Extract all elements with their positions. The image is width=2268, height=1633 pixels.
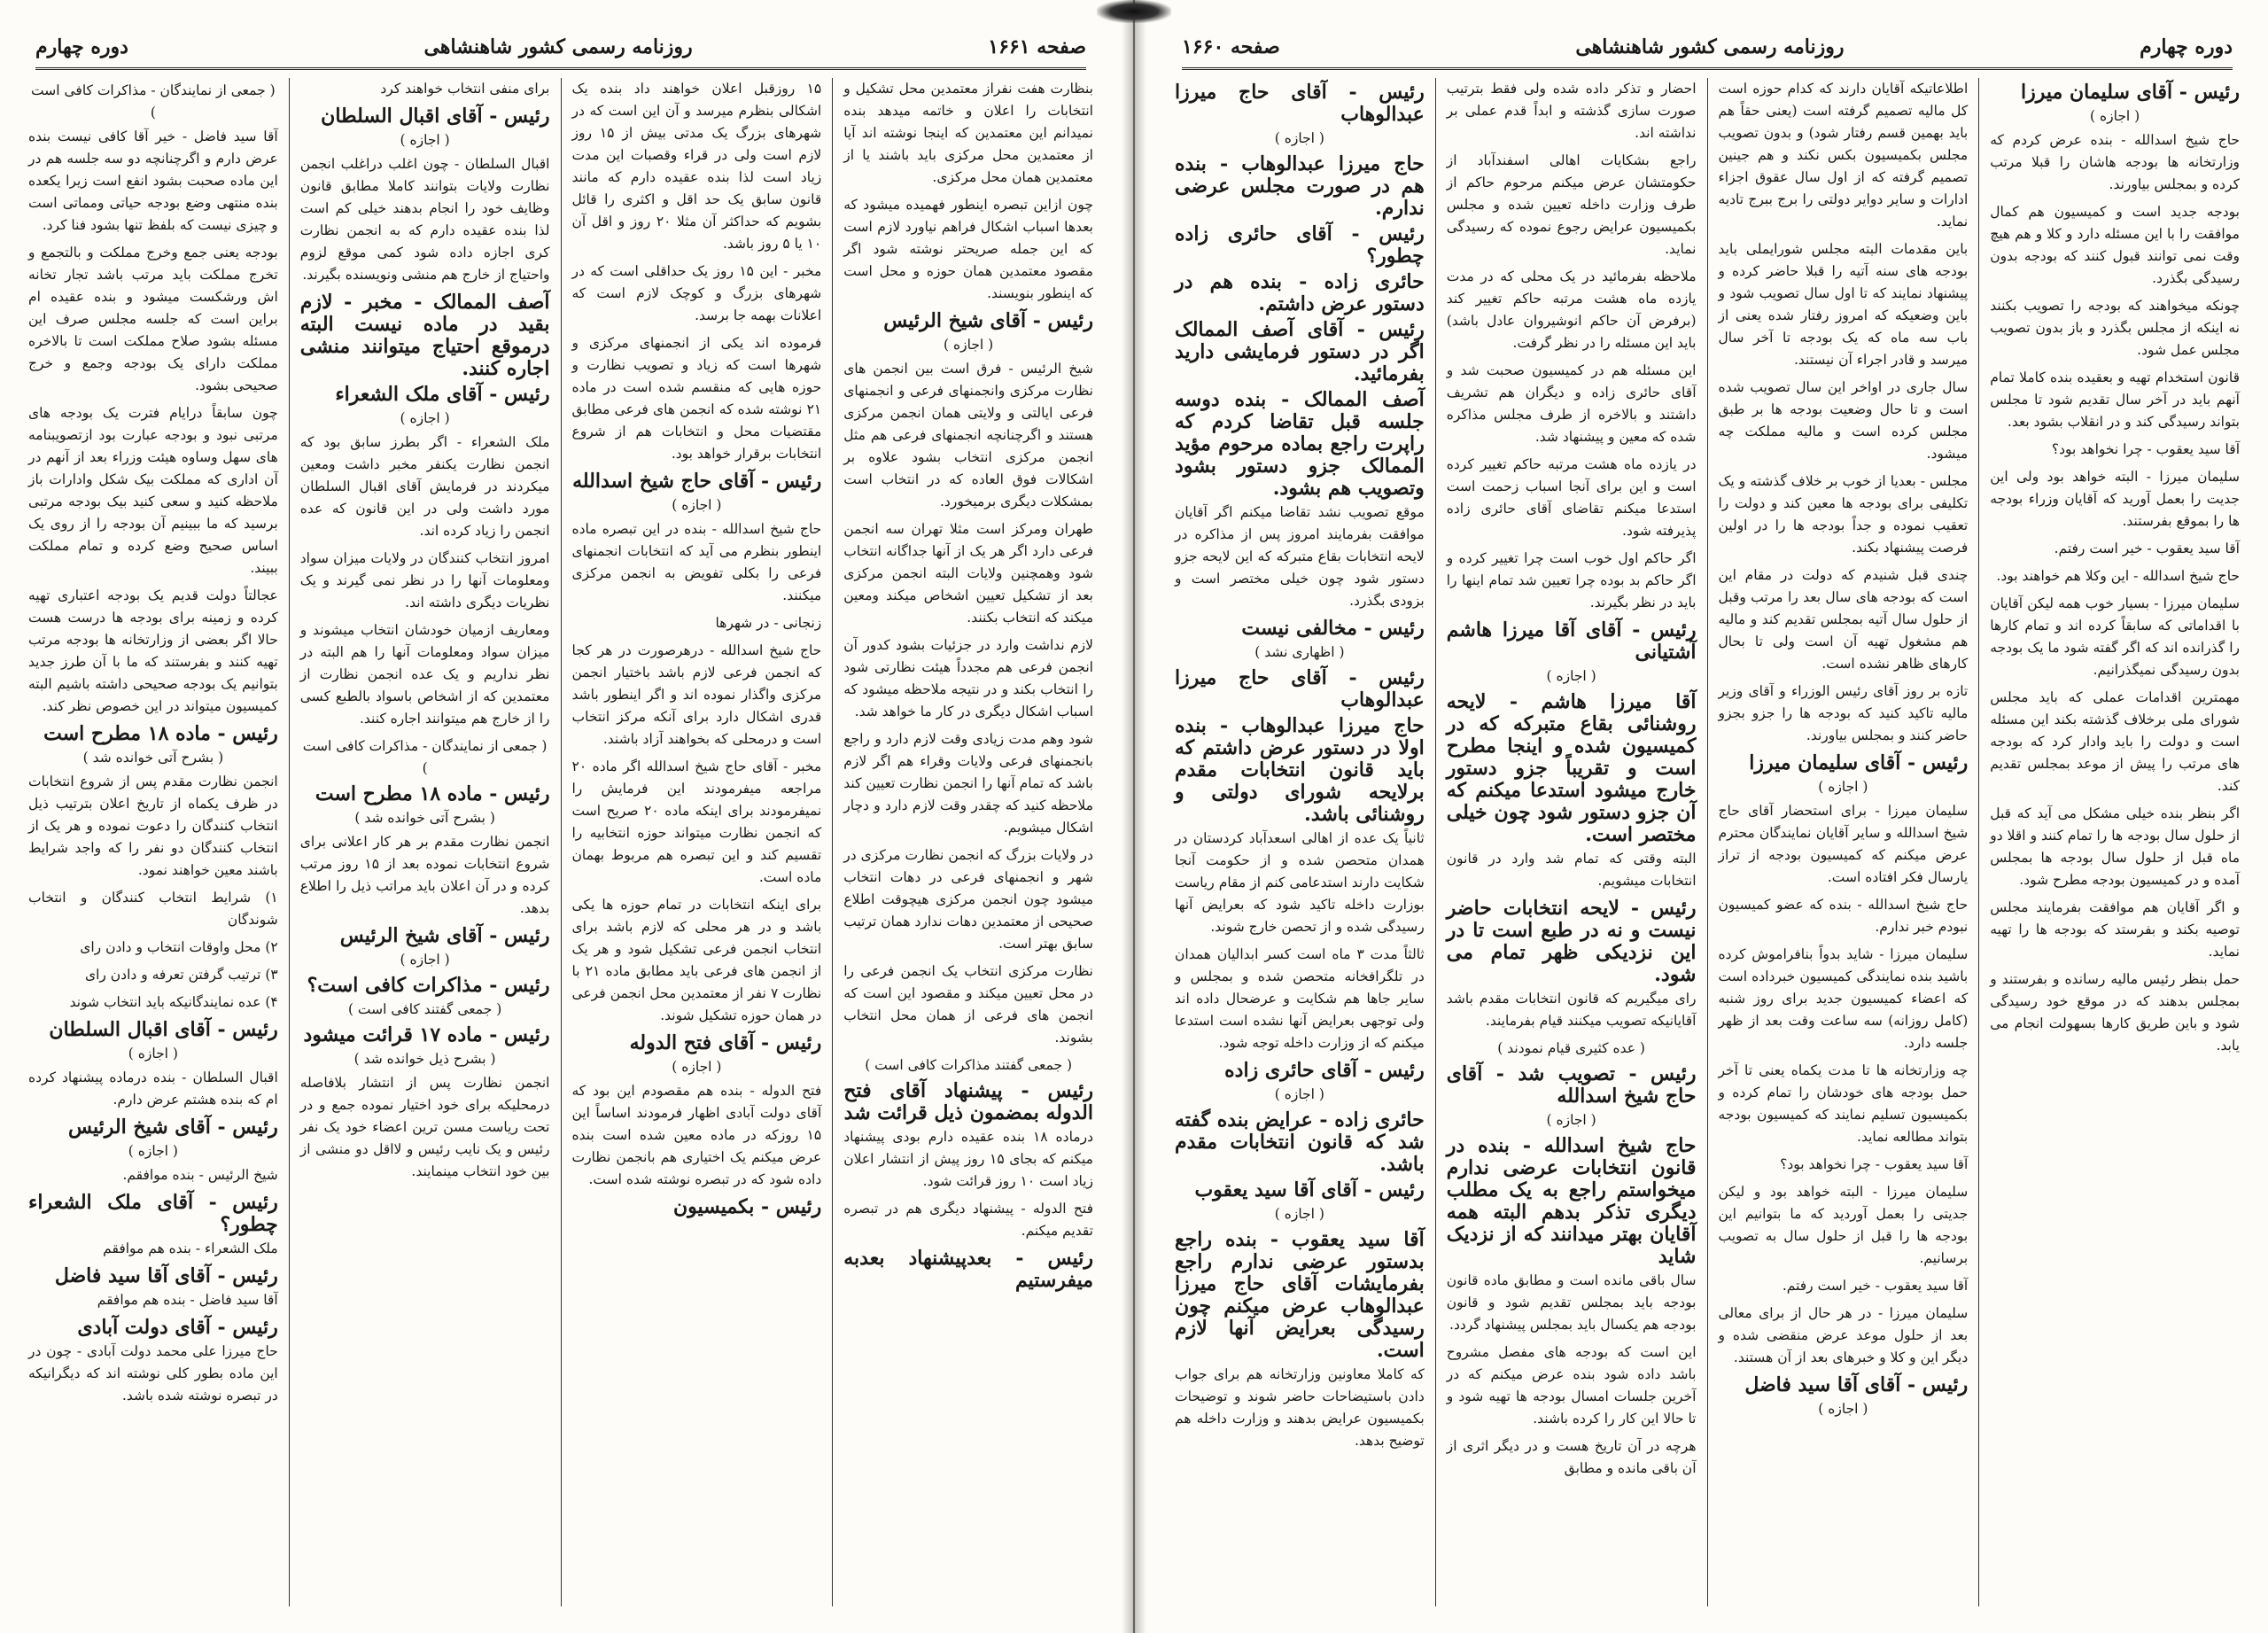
paragraph: فرموده اند یکی از انجمنهای مرکزی و شهرها است که زیاد و تصویب نظارت و حوزه هایی که منقسم شده است در ماده ۲۱ نوشته شده که انجمن های فرعی مطابق مقتضیات محل و انتخابات هم از شروع انتخابات برقرار خواهد بود. xyxy=(571,335,822,462)
speaker-heading: آصف الممالک - مخبر - لازم بقید در ماده نیست البته درموقع احتیاج میتوانند منشی اجاره کنند. xyxy=(299,291,550,380)
paragraph: حاج شیخ اسدالله - درهرصورت در هر کجا که انجمن فرعی لازم باشد باختیار انجمن مرکزی واگذار نموده اند و اگر اینطور باشد قدری اشکال دارد برای آنکه مرکز انتخاب است و درمحلی که بخواهند آزاد باشند. xyxy=(571,642,822,747)
speaker-heading: رئیس - آقای فتح الدوله xyxy=(629,1031,822,1054)
paragraph: که کاملا معاونین وزارتخانه هم برای جواب دادن باستیضاحات حاضر شوند و توضیحات بکمیسیون عرایض بدهند و وزارت داخله هم توضیح بدهد. xyxy=(1175,1366,1425,1449)
speaker-heading: آقا سید یعقوب - بنده راجع بدستور عرضی ندارم راجع بفرمایشات آقای حاج میرزا عبدالوهاب عرض میکنم چون رسیدگی بعرایض آنها لازم است. xyxy=(1175,1228,1425,1362)
speaker-heading: رئیس - آقای آقا سید فاضل xyxy=(54,1264,278,1287)
text-column xyxy=(1436,78,1708,1606)
paragraph: این مسئله هم در کمیسیون صحبت شد و آقای حائری زاده و دیگران هم تشریف داشتند و بالاخره از طرف مجلس مذاکره شده که معین و پیشنهاد شد. xyxy=(1446,362,1697,445)
paragraph: اگر حاکم اول خوب است چرا تغییر کرده و اگر حاکم بد بوده چرا تعیین شد تمام اینها را باید در نظر بگیرند. xyxy=(1446,550,1697,610)
paragraph: اقبال السلطان - چون اغلب دراغلب انجمن نظارت ولایات بتوانند کاملا مطابق قانون وظایف خود را انجام بدهند خیلی کم است لذا بنده عقیده دارم که به انجمن نظارت کری اجازه داده شود کمی موقع لزوم واحتیاج از خارج هم منشی ونویسنده بگیرند. xyxy=(299,156,550,283)
paragraph: سلیمان میرزا - در هر حال از برای معالی بعد از حلول موعد عرض منقضی شده و دیگر این و کلا و خبرهای بعد از آن هستند. xyxy=(1718,1305,1969,1365)
paragraph: حمل بنظر رئیس مالیه رسانده و بفرستند و بمجلس بدهند که در موقع خود رسیدگی شود و باین طریق کارها بسهولت انجام می یابد. xyxy=(1990,971,2240,1054)
speaker-heading: رئیس - آقای ملک الشعراء چطور؟ xyxy=(28,1191,278,1236)
text-column xyxy=(833,78,1104,1606)
page-number: صفحه ۱۶۶۱ xyxy=(988,35,1086,58)
paragraph: شیخ الرئیس - بنده موافقم. xyxy=(122,1167,278,1183)
paragraph: حاج شیخ اسدالله - بنده عرض کردم که وزارتخانه ها بودجه هاشان را قبلا مرتب کرده و بمجلس بیاورند. xyxy=(1990,132,2240,192)
paragraph: سلیمان میرزا - برای استحضار آقای حاج شیخ اسدالله و سایر آقایان نمایندگان محترم عرض میکنم که کمیسیون بودجه از تراز یارسال فکر افتاده است. xyxy=(1718,803,1969,885)
paragraph: بودجه جدید است و کمیسیون هم کمال موافقت را با این مسئله دارد و کلا و هم هیچ وقت نمی توانند قبول کنند که بودجه بدون رسیدگی بگذرد. xyxy=(1990,204,2240,286)
speaker-heading: رئیس - آقای حائری زاده چطور؟ xyxy=(1175,222,1425,268)
paragraph: البته وقتی که تمام شد وارد در قانون انتخابات میشویم. xyxy=(1446,851,1697,889)
speaker-heading: رئیس - مخالفی نیست xyxy=(1241,617,1425,640)
speaker-heading: حاج میرزا عبدالوهاب - بنده هم در صورت مجلس عرضی ندارم. xyxy=(1175,152,1425,220)
paragraph: بنظارت هفت نفراز معتمدین محل تشکیل و انتخابات را اعلان و خاتمه میدهد بنده نمیدانم این معتمدین که اینجا نوشته اند آیا از معتمدین محل مرکزی باید باشند یا از معتمدین همان محل مرکزی. xyxy=(843,81,1093,185)
paragraph: حاج شیخ اسدالله - این وکلا هم خواهند بود. xyxy=(1996,568,2240,584)
paragraph: آقا سید فاضل - بنده هم موافقم xyxy=(97,1292,278,1308)
paragraph: برای اینکه انتخابات در تمام حوزه ها یکی باشد و در هر محلی که لازم باشد برای انتخاب انجمن فرعی تشکیل شود و هر یک از انجمن های فرعی باید مطابق ماده ۲۱ با نظارت ۷ نفر از معتمدین محل انجمن فرعی در همان حوزه تشکیل شوند. xyxy=(571,897,822,1023)
paragraph: مخبر - این ۱۵ روز یک حداقلی است که در شهرهای بزرگ و کوچک لازم است که اعلانات بهمه جا برسد. xyxy=(571,263,822,323)
left-page-columns xyxy=(18,78,1104,1606)
procedural-note: ( اظهاری نشد ) xyxy=(1254,644,1345,660)
paragraph: ۴) عده نمایندگانیکه باید انتخاب شوند xyxy=(69,994,278,1010)
paragraph: نظارت مرکزی انتخاب یک انجمن فرعی را در محل تعیین میکند و مقصود این است که انجمن های فرعی از همان محل انتخاب بشوند. xyxy=(843,963,1093,1046)
procedural-note: ( جمعی از نمایندگان - مذاکرات کافی است ) xyxy=(302,738,548,776)
procedural-note: ( جمعی گفتند کافی است ) xyxy=(347,1001,502,1017)
procedural-note: ( عده کثیری قیام نمودند ) xyxy=(1497,1040,1645,1056)
speaker-heading: رئیس - آقای حائری زاده xyxy=(1224,1059,1425,1082)
paragraph: اطلاعاتیکه آقایان دارند که کدام حوزه است کل مالیه تصمیم گرفته است (یعنی حقاً هم باید بهمین قسم رفتار شود) و بدون تصویب مجلس بکمیسیون بکس نکند و هم جینین تصمیم گرفته که از اول سال عقوق اجزاء ادارات و سایر دوایر دولتی را برج ببرج تادیه نماید. xyxy=(1718,81,1969,229)
paragraph: برای منفی انتخاب خواهند کرد xyxy=(380,81,550,97)
paragraph: رای میگیریم که قانون انتخابات مقدم باشد آقایانیکه تصویب میکنند قیام بفرمایند. xyxy=(1446,991,1697,1029)
procedural-note: ( اجازه ) xyxy=(1274,1086,1324,1102)
paragraph: ۲) محل واوقات انتخاب و دادن رای xyxy=(80,939,278,955)
paragraph: عجالتاً دولت قدیم یک بودجه اعتباری تهیه کرده و زمینه برای بودجه ها درست هست حالا اگر بعضی از وزارتخانه ها بودجه مرتب تهیه کنند و بفرستند که ما با آن طرز جدید بتوانیم یک بودجه صحیحی داشته باشیم البته کمیسیون میتواند در این خصوص نظر کند. xyxy=(28,587,278,714)
speaker-heading: رئیس - آقای آقا سید فاضل xyxy=(1744,1373,1969,1396)
procedural-note: ( جمعی از نمایندگان - مذاکرات کافی است ) xyxy=(31,82,276,121)
speaker-heading: رئیس - آقای اقبال السلطان xyxy=(321,105,550,128)
paragraph: اگر بنظر بنده خیلی مشکل می آید که قبل از حلول سال بودجه ها را تمام کنند و اقلا دو ماه قبل از حلول سال بودجه ها بمجلس آمده و در کمیسیون بودجه مطرح شود. xyxy=(1990,805,2240,888)
paragraph: ملک الشعراء - اگر بطرز سابق بود که انجمن نظارت یکنفر مخبر داشت ومعین میکردند در فرمایش آقای اقبال السلطان مورد داشت ولی در این قانون که عده انجمن را زیاد کرده اند. xyxy=(299,434,550,539)
volume-label: دوره چهارم xyxy=(2140,35,2233,58)
procedural-note: ( اجازه ) xyxy=(400,132,450,148)
speaker-heading: آصف الممالک - بنده دوسه جلسه قبل تقاضا کردم که راپرت راجع بماده مرحوم مؤید الممالک جزو دستور بشود وتصویب هم بشود. xyxy=(1175,388,1425,500)
paragraph: این است که بودجه های مفصل مشروح باشد داده شود بنده عرض میکنم که در آخرین جلسات امسال بودجه ها تهیه شود و تا حالا این کار را کرده باشند. xyxy=(1446,1344,1697,1427)
procedural-note: ( اجازه ) xyxy=(128,1143,178,1159)
speaker-heading: رئیس - آقای آقا میرزا هاشم آشتیانی xyxy=(1446,618,1697,664)
paragraph: ثانیاً یک عده از اهالی اسعدآباد کردستان در همدان متحصن شده و از حکومت آنجا شکایت دارند استدعامی کنم از مقام ریاست بوزارت داخله تاکید شود که بعرایض آنها رسیدگی شده و از تحصن خارج شوند. xyxy=(1175,830,1425,935)
page-gutter xyxy=(1122,0,1146,1633)
speaker-heading: حاج میرزا عبدالوهاب - بنده اولا در دستور عرض داشتم که باید قانون انتخابات مقدم برلایحه شورای دولتی و روشنائی باشد. xyxy=(1175,714,1425,826)
speaker-heading: رئیس - مذاکرات کافی است؟ xyxy=(307,974,550,997)
paragraph: انجمن نظارت پس از انتشار بلافاصله درمحلیکه برای خود اختیار نموده جمع و در تحت ریاست مسن ترین اعضاء خود یک نفر رئیس و یک نایب رئیس و لااقل دو منشی از بین خود انتخاب مینمایند. xyxy=(299,1075,550,1179)
paragraph: طهران ومرکز است مثلا تهران سه انجمن فرعی دارد اگر هر یک از آنها جداگانه انتخاب شود وهمچنین ولایات البته انجمن مرکزی بعد از تشکیل تعیین اشخاص میکند ومعین میکند که انتخاب بکنند. xyxy=(843,521,1093,626)
speaker-heading: حائری زاده - عرایض بنده گفته شد که قانون انتخابات مقدم باشد. xyxy=(1175,1108,1425,1176)
paragraph: بودجه یعنی جمع وخرج مملکت و بالتجمع و تخرج مملکت باید مرتب باشد تجار تخانه اش ورشکست میشود و بنده عقیده ام براین است که جلسه مجلس صرف این مسئله بشود صلاح مملکت است تا بالاخره مملکت دارای یک بودجه وجمع و خرج صحیحی بشود. xyxy=(28,245,278,393)
speaker-heading: رئیس - آقای آصف الممالک اگر در دستور فرمایشی دارید بفرمائید. xyxy=(1175,318,1425,385)
paragraph: چندی قبل شنیدم که دولت در مقام این است که بودجه های سال بعد را مرتب وقبل از حلول سال آتیه بمجلس تقدیم کند و مالیه هم مشغول تهیه آن است ولی تا بحال کارهای ظاهر نشده است. xyxy=(1718,567,1969,672)
paragraph: چه وزارتخانه ها تا مدت یکماه یعنی تا آخر حمل بودجه های خودشان را تمام کرده و بکمیسیون تسلیم نمایند که کمیسیون بودجه بتواند مطالعه نماید. xyxy=(1718,1062,1969,1145)
speaker-heading: رئیس - آقای آقا سید یعقوب xyxy=(1194,1178,1425,1201)
procedural-note: ( جمعی گفتند مذاکرات کافی است ) xyxy=(865,1057,1073,1073)
right-page-header xyxy=(1182,27,2233,70)
paragraph: ۳) ترتیب گرفتن تعرفه و دادن رای xyxy=(84,967,278,983)
procedural-note: ( اجازه ) xyxy=(944,337,994,353)
paragraph: زنجانی - در شهرها xyxy=(715,615,822,631)
paragraph: سلیمان میرزا - بسیار خوب همه لیکن آقایان با اقداماتی که سابقاً کرده اند و تمام کارها را گذرانده اند که اگر گفته شود ما یک بودجه بدون رسیدگی نمیگذرانیم. xyxy=(1990,595,2240,678)
procedural-note: ( اجازه ) xyxy=(1274,1206,1324,1222)
paragraph: سال جاری در اواخر این سال تصویب شده است و تا حال وضعیت بودجه ها بر طبق مجلس کرده است و مالیه مملکت چه میشود. xyxy=(1718,379,1969,462)
speaker-heading: رئیس - بکمیسیون xyxy=(672,1195,822,1218)
paragraph: حاج میرزا علی محمد دولت آبادی - چون در این ماده بطور کلی نوشته اند که دیگرانیکه در تبصره نوشته شده باشد. xyxy=(28,1343,278,1404)
text-column xyxy=(1979,78,2250,1606)
paragraph: سلیمان میرزا - شاید بدواً بنافراموش کرده باشید بنده نمایندگی کمیسیون خبرداده است که اعضاء کمیسیون جدید برای روز شنبه (کامل روزانه) سه ساعت وقت بعد از ظهر جلسه دارد. xyxy=(1718,946,1969,1051)
speaker-heading: رئیس - آقای حاج شیخ اسدالله xyxy=(572,470,822,493)
speaker-heading: رئیس - آقای شیخ الرئیس xyxy=(883,309,1093,332)
paragraph: آقا سید یعقوب - خیر است رفتم. xyxy=(1782,1278,1969,1294)
text-column xyxy=(18,78,290,1606)
procedural-note: ( اجازه ) xyxy=(1546,1112,1596,1128)
speaker-heading: آقا میرزا هاشم - لایحه روشنائی بقاع متبرکه که در کمیسیون شده و اینجا مطرح است و تقریباً جزو دستور خارج میشود استدعا میکنم که آن جزو دستور شود چون خیلی مختصر است. xyxy=(1446,690,1697,846)
procedural-note: ( اجازه ) xyxy=(400,952,450,968)
procedural-note: ( اجازه ) xyxy=(1818,779,1868,795)
paragraph: حاج شیخ اسدالله - بنده در این تبصره ماده اینطور بنظرم می آید که انتخابات انجمنهای فرعی را بکلی تفویض به انجمن مرکزی میکنند. xyxy=(571,521,822,603)
paragraph: چونکه میخواهند که بودجه را تصویب بکنند نه اینکه از مجلس بگذرد و باز بدون تصویب مجلس عمل شود. xyxy=(1990,298,2240,358)
speaker-heading: رئیس - ماده ۱۸ مطرح است xyxy=(315,782,550,805)
paragraph: قانون استخدام تهیه و بعقیده بنده کاملا تمام آنهم باید در آخر سال تقدیم شود تا مجلس بتواند رسیدگی کند و در انقلاب بشود بعد. xyxy=(1990,369,2240,430)
text-column xyxy=(1708,78,1980,1606)
left-page xyxy=(0,0,1122,1633)
paragraph: آقا سید فاضل - خیر آقا کافی نیست بنده عرض دارم و اگرچنانچه دو سه جلسه هم در این ماده صحبت بشود انفع است زیرا یکعده بنده منتهی وضع بودجه حیاتی ومماتی است و چیزی نیست که بلفظ تنها بشود فنا کرد. xyxy=(28,128,278,233)
newspaper-title: روزنامه رسمی کشور شاهنشاهی xyxy=(1575,35,1845,58)
paragraph: آقا سید یعقوب - چرا نخواهد بود؟ xyxy=(2051,441,2240,457)
procedural-note: ( اجازه ) xyxy=(128,1046,178,1061)
paragraph: تازه بر روز آقای رئیس الوزراء و آقای وزیر مالیه تاکید کنید که بودجه ها را جزو بجزو حاضر کنند و بمجلس بیاورند. xyxy=(1718,683,1969,743)
text-column xyxy=(1164,78,1436,1606)
procedural-note: ( اجازه ) xyxy=(1546,668,1596,684)
speaker-heading: رئیس - آقای شیخ الرئیس xyxy=(339,924,550,947)
paragraph: ۱۵ روزقبل اعلان خواهند داد بنده یک اشکالی بنظرم میرسد و آن این است که در شهرهای بزرگ یک مدتی بیش از ۱۵ روز لازم است ولی در قراء وقصبات این مدت زیاد است لذا بنده عقیده دارم که مانند قانون سابق یک حد اقل و اکثری را قائل بشویم که حداکثر آن مثلا ۲۰ روز و اقل آن ۱۰ یا ۵ روز باشد. xyxy=(571,81,822,252)
paragraph: فتح الدوله - بنده هم مقصودم این بود که آقای دولت آبادی اظهار فرمودند اساساً این ۱۵ روزکه در ماده معین شده است بنده عرض میکنم یک اختیاری هم بانجمن نظارت داده شود که در تبصره نوشته شده است. xyxy=(571,1083,822,1187)
procedural-note: ( بشرح آتی خوانده شد ) xyxy=(354,810,495,826)
paragraph: و اگر آقایان هم موافقت بفرمایند مجلس توصیه بکند و بفرستد که بودجه ها را تهیه نماید. xyxy=(1990,899,2240,960)
paragraph: چون ازاین تبصره اینطور فهمیده میشود که بعدها اسباب اشکال فراهم نیاورد لازم است که این جمله صریحتر نوشته شود اگر مقصود معتمدین همان حوزه و محل است که اینطور بنویسند. xyxy=(843,197,1093,301)
speaker-heading: رئیس - آقای سلیمان میرزا xyxy=(1749,751,1969,774)
paragraph: فتح الدوله - پیشنهاد دیگری هم در تبصره تقدیم میکنم. xyxy=(843,1201,1093,1239)
procedural-note: ( بشرح آتی خوانده شد ) xyxy=(82,750,224,766)
paragraph: هرچه در آن تاریخ هست و در دیگر اثری از آن باقی مانده و مطابق xyxy=(1446,1438,1697,1476)
paragraph: درماده ۱۸ بنده عقیده دارم بودی پیشنهاد میکنم که بجای ۱۵ روز پیش از انتشار اعلان زیاد است ۱۰ روز قرائت شود. xyxy=(843,1129,1093,1189)
paragraph: احضار و تذکر داده شده ولی فقط بترتیب صورت سازی گذشته و ابداً قدم عملی بر نداشته اند. xyxy=(1446,81,1697,141)
speaker-heading: رئیس - آقای دولت آبادی xyxy=(77,1316,278,1339)
paragraph: چون سابقاً درایام فترت یک بودجه های مرتبی نبود و بودجه عبارت بود ازتصویبنامه های سهل وساوه هیئت وزراء بعد از آنهم در آن اداری که مملکت بیک شکل وادارات باز ملاحظه کنید و سعی کنید بیک بودجه مرتبی برسید که ما ببینیم آن بودجه را از روی یک اساس صحیح وضع کرده و تمام مملکت ببیند. xyxy=(28,405,278,576)
newspaper-title: روزنامه رسمی کشور شاهنشاهی xyxy=(423,35,693,58)
procedural-note: ( اجازه ) xyxy=(400,410,450,426)
paragraph: لازم نداشت وارد در جزئیات بشود کدور آن انجمن فرعی هم مجدداً هیئت نظارتی شود را انتخاب بکند و در نتیجه ملاحظه میشود که اسباب اشکال دیگری در کار ما خواهد شد. xyxy=(843,637,1093,719)
paragraph: مهمترین اقدامات عملی که باید مجلس شورای ملی برخلاف گذشته بکند این مسئله است و دولت را باید وادار کرد که بودجه های مرتب را پیش از موعد بمجلس تقدیم کند. xyxy=(1990,689,2240,794)
speaker-heading: رئیس - آقای ملک الشعراء xyxy=(335,383,550,406)
paragraph: در ولایات بزرگ که انجمن نظارت مرکزی در شهر و انجمنهای فرعی در دهات انتخاب میشود چون انجمن مرکزی هیچوقت اطلاع صحیحی از معتمدین دهات ندارد همان ترتیب سابق بهتر است. xyxy=(843,847,1093,952)
speaker-heading: رئیس - ماده ۱۷ قرائت میشود xyxy=(303,1023,550,1046)
paragraph: ثالثاً مدت ۳ ماه است کسر ابدالیان همدان در تلگرافخانه متحصن شده و بمجلس و سایر جاها هم شکایت و عرضحال داده اند ولی توجهی بعرایض آنها نشده است استدعا میکنم که از وزارت داخله توجه شود. xyxy=(1175,946,1425,1051)
paragraph: مجلس - بعدیا از خوب بر خلاف گذشته و یک تکلیفی برای بودجه ها معین کند و دولت را تعقیب نموده و جداً بودجه ها را در اولین فرصت پیشنهاد بکند. xyxy=(1718,473,1969,556)
procedural-note: ( اجازه ) xyxy=(1274,130,1324,146)
text-column xyxy=(562,78,834,1606)
paragraph: ۱) شرایط انتخاب کنندگان و انتخاب شوندگان xyxy=(28,890,278,928)
speaker-heading: رئیس - تصویب شد - آقای حاج شیخ اسدالله xyxy=(1446,1062,1697,1108)
paragraph: ومعاریف ازمیان خودشان انتخاب میشوند و میزان سواد ومعلومات آنها را هم البته در نظر نداریم و یک عده انجمن نظارت از معتمدین که از اشخاص باسواد بالطبع کسی را از خارج هم میتوانند اجاره کنند. xyxy=(299,622,550,727)
speaker-heading: رئیس - آقای اقبال السلطان xyxy=(49,1018,278,1041)
speaker-heading: رئیس - پیشنهاد آقای فتح الدوله بمضمون ذیل قرائت شد xyxy=(843,1079,1093,1124)
paragraph: اقبال السلطان - بنده درماده پیشنهاد کرده ام که بنده هشتم عرض دارم. xyxy=(28,1069,278,1108)
speaker-heading: حاج شیخ اسدالله - بنده در قانون انتخابات عرضی ندارم میخواستم راجع به یک مطلب دیگری تذکر بدهم البته همه آقایان بهتر میدانند که از نزدیک شاید xyxy=(1446,1134,1697,1268)
right-page xyxy=(1146,0,2268,1633)
procedural-note: ( بشرح ذیل خوانده شد ) xyxy=(353,1051,496,1067)
paragraph: موقع تصویب نشد تقاضا میکنم اگر آقایان موافقت بفرمایند امروز پس از مذاکره در لایحه انتخابات بقاع متبرکه که این لایحه جزو دستور شود چون خیلی مختصر است و بزودی بگذرد. xyxy=(1175,504,1425,609)
paragraph: شیخ الرئیس - فرق است بین انجمن های نظارت مرکزی وانجمنهای فرعی و انجمنهای فرعی ایالتی و ولایتی همان انجمن مرکزی هستند و اگرچنانچه انجمنهای فرعی هم مثل انجمن مرکزی انتخاب بشود علاوه بر اشکالات فوق العاده که در انتخاب است بمشکلات دیگری برمیخورد. xyxy=(843,361,1093,509)
paragraph: ملک الشعراء - بنده هم موافقم xyxy=(103,1240,278,1256)
page-number: صفحه ۱۶۶۰ xyxy=(1182,35,1280,58)
speaker-heading: رئیس - آقای شیخ الرئیس xyxy=(67,1116,278,1139)
speaker-heading: رئیس - ماده ۱۸ مطرح است xyxy=(43,722,278,745)
left-page-header xyxy=(35,27,1086,70)
paragraph: انجمن نظارت مقدم پس از شروع انتخابات در ظرف یکماه از تاریخ اعلان بترتیب ذیل انتخاب کنندگان را دعوت نموده و هر یک از انتخاب کنندگان دو نفر را که واجد شرایط باشند معین خواهند نمود. xyxy=(28,774,278,878)
procedural-note: ( اجازه ) xyxy=(672,497,722,513)
paragraph: سلیمان میرزا - البته خواهد بود ولی این جدیت را بعمل آورید که آقایان وزراء بودجه ها را بموقع بفرستند. xyxy=(1990,469,2240,529)
speaker-heading: رئیس - بعدپیشنهاد بعدبه میفرستیم xyxy=(843,1247,1093,1292)
speaker-heading: رئیس - آقای حاج میرزا عبدالوهاب xyxy=(1175,81,1425,126)
paragraph: ملاحظه بفرمائید در یک محلی که در مدت یازده ماه هشت مرتبه حاکم تغییر کند (برفرض آن حاکم انوشیروان عادل باشد) باید این مسئله را در نظر گرفت. xyxy=(1446,268,1697,351)
paragraph: حاج شیخ اسدالله - بنده که عضو کمیسیون نبودم خبر ندارم. xyxy=(1718,897,1969,935)
volume-label: دوره چهارم xyxy=(35,35,128,58)
right-page-columns xyxy=(1164,78,2250,1606)
paragraph: باین مقدمات البته مجلس شورایملی باید بودجه های سنه آتیه را قبلا حاضر کرده و پیشنهاد نمایند که تا اول سال تصویب شود و باین وضعیکه که امروز رفتار شده یعنی از باب سه ماه که یک بودجه تا آخر سال میرسد و قادر اجراء آن نیستند. xyxy=(1718,241,1969,368)
paragraph: آقا سید یعقوب - چرا نخواهد بود؟ xyxy=(1780,1156,1969,1172)
paragraph: مخبر - آقای حاج شیخ اسدالله اگر ماده ۲۰ مراجعه میفرمودند این فرمایش را نمیفرمودند برای اینکه ماده ۲۰ صریح است که انجمن نظارت میتواند حوزه انتخابیه را تقسیم کند و این تبصره هم مربوط بهمان ماده است. xyxy=(571,758,822,885)
paragraph: امروز انتخاب کنندگان در ولایات میزان سواد ومعلومات آنها را در نظر نمی گیرند و یک نظریات دیگری داشته اند. xyxy=(299,550,550,610)
paragraph: انجمن نظارت مقدم بر هر کار اعلانی برای شروع انتخابات نموده بعد از ۱۵ روز مرتب کرده و در آن اعلان باید مراتب ذیل را اطلاع بدهد. xyxy=(299,834,550,916)
speaker-heading: رئیس - آقای حاج میرزا عبدالوهاب xyxy=(1175,666,1425,712)
speaker-heading: رئیس - لایحه انتخابات حاضر نیست و نه در طبع است تا در این نزدیکی ظهر تمام می شود. xyxy=(1446,897,1697,986)
paragraph: آقا سید یعقوب - خیر است رفتم. xyxy=(2054,540,2240,556)
procedural-note: ( اجازه ) xyxy=(2090,108,2140,124)
procedural-note: ( اجازه ) xyxy=(672,1059,722,1075)
paragraph: در یازده ماه هشت مرتبه حاکم تغییر کرده است و این برای آنجا اسباب زحمت است استدعا میکنم تقاضای آقای حائری زاده پذیرفته شود. xyxy=(1446,456,1697,539)
paragraph: شود وهم مدت زیادی وقت لازم دارد و راجع بانجمنهای فرعی ولایات وقراء هم اگر لازم باشد که تمام آنها را انجمن نظارت تعیین کند ملاحظه کنید که چقدر وقت لازم دارد و دچار اشکال میشویم. xyxy=(843,731,1093,836)
speaker-heading: رئیس - آقای سلیمان میرزا xyxy=(2021,81,2240,104)
paragraph: سال باقی مانده است و مطابق ماده قانون بودجه باید بمجلس تقدیم شود و قانون بودجه هم یکسال باید بمجلس پیشنهاد گردد. xyxy=(1446,1272,1697,1333)
speaker-heading: حائری زاده - بنده هم در دستور عرض داشتم. xyxy=(1175,270,1425,315)
paragraph: راجع بشکایات اهالی اسفندآباد از حکومتشان عرض میکنم مرحوم حاکم از طرف وزارت داخله تعیین شده و مجلس بکمیسیون عرایض رجوع نموده که رسیدگی نماید. xyxy=(1446,152,1697,257)
paragraph: سلیمان میرزا - البته خواهد بود و لیکن جدیتی را بعمل آوردید که ما بتوانیم این بودجه ها را قبل از حلول سال به تصویب برسانیم. xyxy=(1718,1184,1969,1266)
text-column xyxy=(290,78,562,1606)
procedural-note: ( اجازه ) xyxy=(1818,1401,1868,1417)
